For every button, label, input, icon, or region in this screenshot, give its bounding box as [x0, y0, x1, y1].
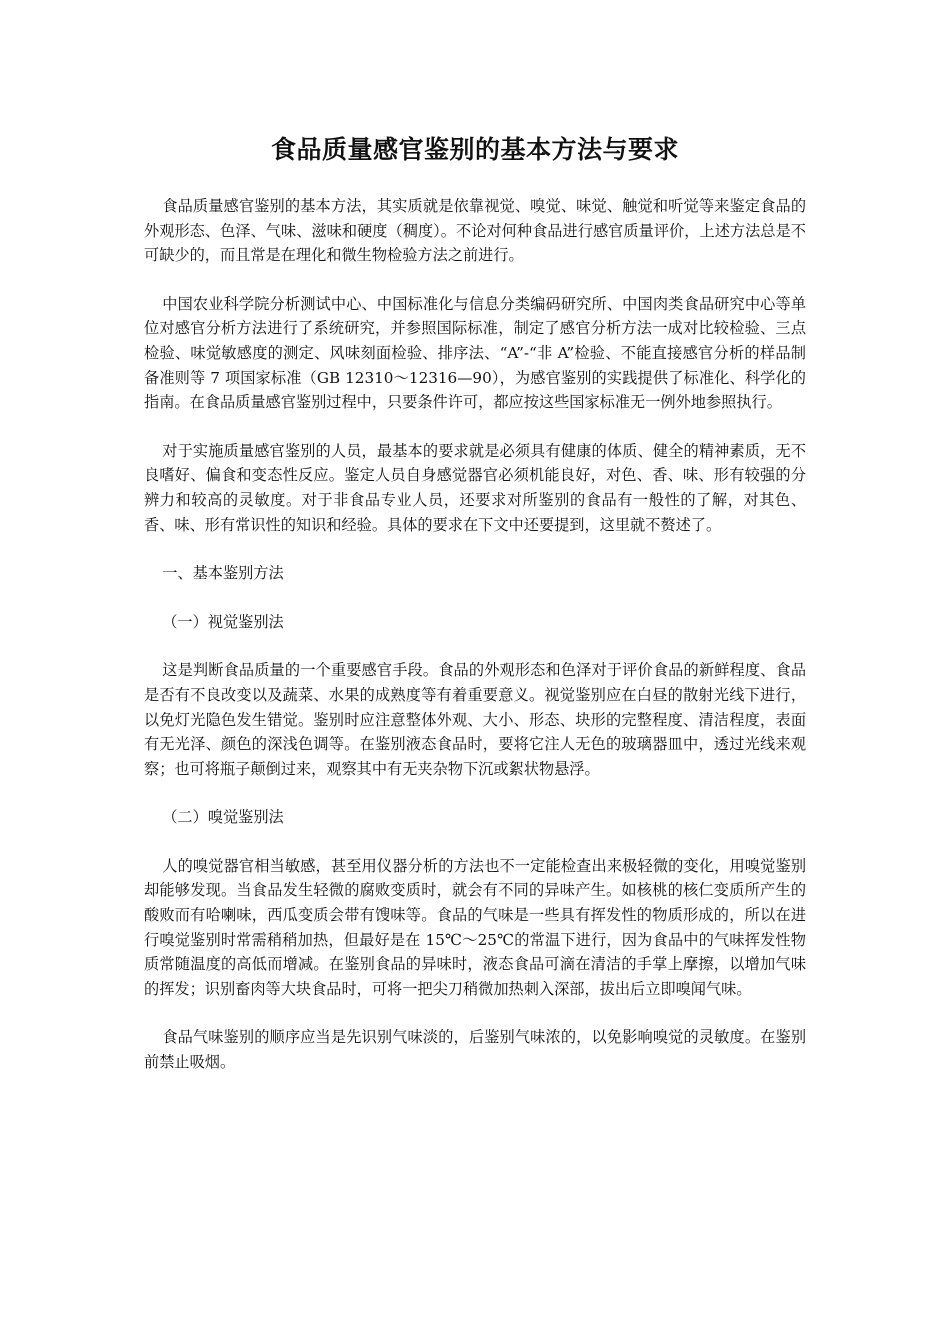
document-title: 食品质量感官鉴别的基本方法与要求: [270, 135, 679, 164]
intro-paragraph-3: 对于实施质量感官鉴别的人员，最基本的要求就是必须具有健康的体质、健全的精神素质，无不良嗜好、偏食和变态性反应。鉴定人员自身感觉器官必须机能良好，对色、香、味、形有较强的分辨力和较高的灵敏度。对于非食品专业人员，还要求对所鉴别的食品有一般性的了解，对其色、香、味、形有常识性的知识和经验。具体的要求在下文中还要提到，这里就不赘述了。: [144, 441, 806, 534]
subsection-heading-visual: （一）视觉鉴别法: [162, 612, 284, 631]
section-heading-basic-methods: 一、基本鉴别方法: [162, 564, 284, 583]
subsection-heading-smell: （二）嗅觉鉴别法: [162, 808, 284, 827]
intro-paragraph-1: 食品质量感官鉴别的基本方法，其实质就是依靠视觉、嗅觉、味觉、触觉和听觉等来鉴定食品的外观形态、色泽、气味、滋味和硬度（稠度）。不论对何种食品进行感官质量评价，上述方法总是不可缺少的，而且常是在理化和微生物检验方法之前进行。: [144, 197, 806, 265]
intro-paragraph-2: 中国农业科学院分析测试中心、中国标准化与信息分类编码研究所、中国肉类食品研究中心等单位对感官分析方法进行了系统研究，并参照国际标准，制定了感官分析方法一成对比较检验、三点检验、味觉敏感度的测定、风味刻面检验、排序法、“A”-“非 A”检验、不能直接感官分析的样品制备准则等 7 项国家标准（GB 12310～12316—90），为感官鉴别的实践提供了标准化、科学化的指南。在食品质量感官鉴别过程中，只要条件许可，都应按这些国家标准无一例外地参照执行。: [144, 294, 806, 412]
smell-method-paragraph-2: 食品气味鉴别的顺序应当是先识别气味淡的，后鉴别气味浓的，以免影响嗅觉的灵敏度。在鉴别前禁止吸烟。: [144, 1028, 806, 1072]
document-page: [144, 130, 806, 1099]
visual-method-paragraph: 这是判断食品质量的一个重要感官手段。食品的外观形态和色泽对于评价食品的新鲜程度、食品是否有不良改变以及蔬菜、水果的成熟度等有着重要意义。视觉鉴别应在白昼的散射光线下进行，以免灯光隐色发生错觉。鉴别时应注意整体外观、大小、形态、块形的完整程度、清洁程度，表面有无光泽、颜色的深浅色调等。在鉴别液态食品时，要将它注人无色的玻璃器皿中，透过光线来观察；也可将瓶子颠倒过来，观察其中有无夹杂物下沉或絮状物悬浮。: [144, 661, 806, 778]
smell-method-paragraph-1: 人的嗅觉器官相当敏感，甚至用仪器分析的方法也不一定能检查出来极轻微的变化，用嗅觉鉴别却能够发现。当食品发生轻微的腐败变质时，就会有不同的异味产生。如核桃的核仁变质所产生的酸败而有哈喇味，西瓜变质会带有馊味等。食品的气味是一些具有挥发性的物质形成的，所以在进行嗅觉鉴别时常需稍稍加热，但最好是在 15℃～25℃的常温下进行，因为食品中的气味挥发性物质常随温度的高低而增减。在鉴别食品的异味时，液态食品可滴在清洁的手掌上摩擦，以增加气味的挥发；识别畜肉等大块食品时，可将一把尖刀稍微加热刺入深部，拔出后立即嗅闻气味。: [144, 856, 806, 998]
